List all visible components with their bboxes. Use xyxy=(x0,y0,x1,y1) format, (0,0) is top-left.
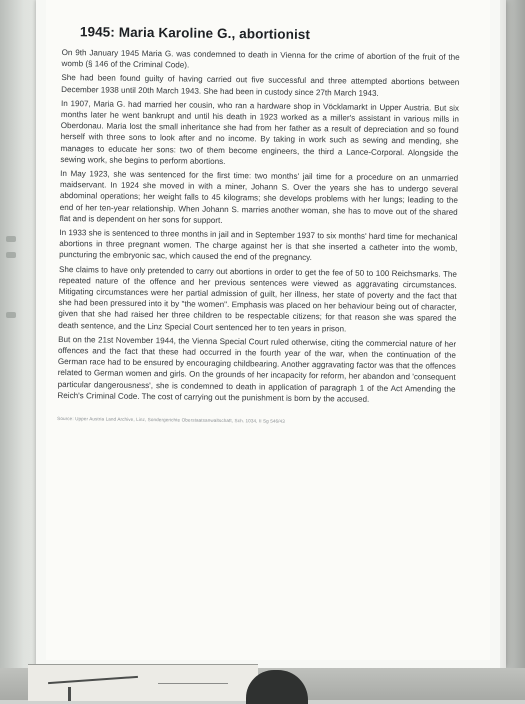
wall-mark xyxy=(6,236,16,242)
wall-mark xyxy=(6,252,16,258)
document-title: 1945: Maria Karoline G., abortionist xyxy=(79,24,311,43)
source-citation: Source: Upper Austria Land Archive, Linz, Sondergerichte Oberstaatsanwaltschaft, Sch. 1034, II Sg 546/43 xyxy=(57,416,285,424)
photo-detail xyxy=(48,676,138,684)
paragraph: In 1933 she is sentenced to three months in jail and in September 1937 to six months' hard time for mechanical abortions in three pregnant women. The charge against her is that she inserted a catheter into the womb, puncturing the embryonic sac, which caused the end of the pregnancy. xyxy=(59,228,458,263)
paragraph: But on the 21st November 1944, the Vienna Special Court ruled otherwise, citing the commercial nature of her offences and the fact that these had occurred in the fourth year of the war, when the continuation of the German race had to be ensured by encouraging childbearing. Another aggravating factor was that the offences related to German women and girls. On the grounds of her incapacity for reform, her abandon and 'consequent particular dangerousness', she is condemned to death in application of paragraph 1 of the Act Amending the Reich's Criminal Code. The cost of carrying out the punishment is born by the accused. xyxy=(57,334,457,404)
photograph-strip xyxy=(28,664,258,701)
photo-detail xyxy=(68,687,71,701)
paragraph: In May 1923, she was sentenced for the first time: two months' jail time for a procedure on an unmarried maidservant. In 1924 she moved in with a miner, Johann S. Over the years she has to undergo several abdominal operations; her weight falls to 45 kilograms; she develops problems with her lungs; leading to the end of her ten-year relationship. When Johann S. marries another woman, she has to move out of the shared flat and is dependent on her sons for support. xyxy=(59,169,459,225)
wall-mark xyxy=(6,312,16,318)
display-edge-shadow xyxy=(500,0,525,700)
paragraph: She claims to have only pretended to carry out abortions in order to get the fee of 50 to 100 Reichsmarks. The repeated nature of the offence and her previous sentences were viewed as aggravating circumstances. Mitigating circumstances were her partial admission of guilt, her illness, her state of poverty and the fact that she had been pressured into it by "the women". Emphasis was placed on her behaviour being out of character, given that she had raised her three children to be respectable citizens; for that reason she was spared the death sentence, and the Linz Special Court sentenced her to ten years in prison. xyxy=(58,264,458,334)
paragraph: In 1907, Maria G. had married her cousin, who ran a hardware shop in Vöcklamarkt in Upper Austria. But six months later he went bankrupt and until his death in 1923 worked as a miller's assistant in various mills in Oberdonau. Maria lost the small inheritance she had from her father as a result of depreciation and so found herself with three sons to look after and no income. By taking in work such as sewing and mending, she manages to educate her sons: two of them become engineers, the third a Lance-Corporal. Alongside the sewing work, she begins to perform abortions. xyxy=(60,98,460,166)
paragraph: On 9th January 1945 Maria G. was condemned to death in Vienna for the crime of abortion of the fruit of the womb (§ 146 of the Criminal Code). xyxy=(61,47,460,70)
document-content xyxy=(57,24,460,426)
photo-detail xyxy=(158,683,228,684)
paragraph: She had been found guilty of having carried out five successful and three attempted abortions between December 1938 until 20th March 1943. She had been in custody since 27th March 1943. xyxy=(61,73,460,98)
